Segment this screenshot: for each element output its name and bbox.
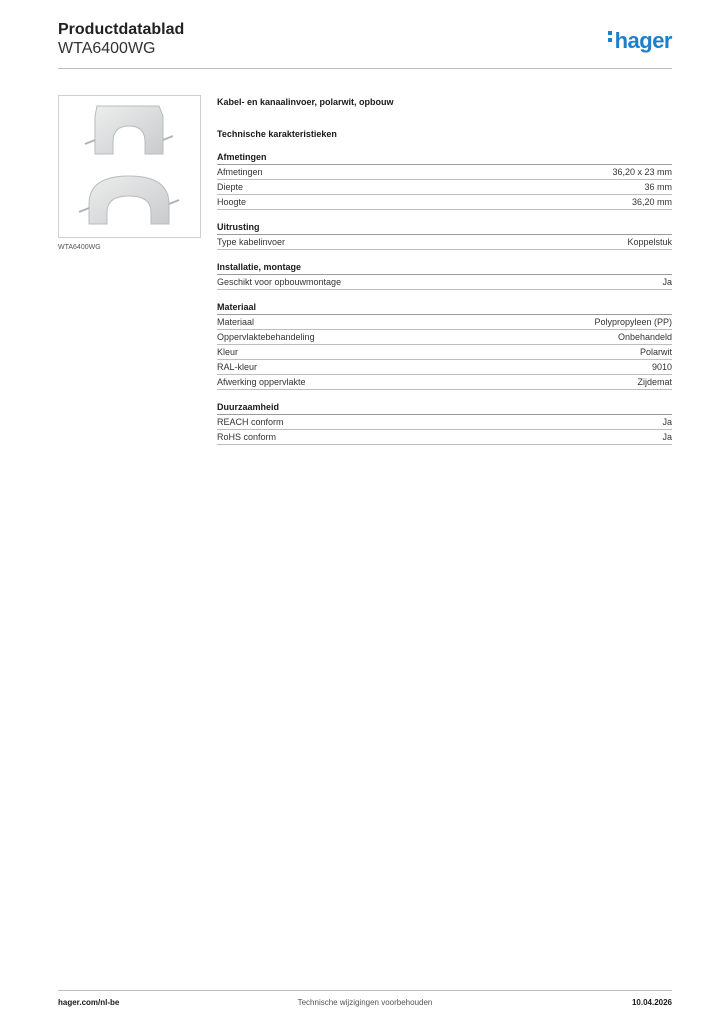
spec-value: Ja bbox=[662, 417, 672, 427]
spec-label: Diepte bbox=[217, 182, 244, 192]
product-title: Kabel- en kanaalinvoer, polarwit, opbouw bbox=[217, 97, 394, 107]
spec-value: Onbehandeld bbox=[617, 332, 672, 342]
spec-label: Materiaal bbox=[217, 317, 255, 327]
spec-label: REACH conform bbox=[217, 417, 284, 427]
spec-row bbox=[217, 345, 672, 360]
document-title: Productdatablad bbox=[58, 21, 185, 38]
footer-divider bbox=[58, 990, 672, 991]
spec-row bbox=[217, 375, 672, 390]
product-code: WTA6400WG bbox=[58, 40, 156, 57]
spec-value: Koppelstuk bbox=[627, 237, 672, 247]
spec-row bbox=[217, 330, 672, 345]
group-title: Afmetingen bbox=[217, 150, 672, 165]
spec-group-duurzaamheid bbox=[217, 400, 672, 445]
spec-label: Type kabelinvoer bbox=[217, 237, 286, 247]
spec-row bbox=[217, 415, 672, 430]
hager-logo bbox=[608, 28, 672, 54]
spec-label: Oppervlaktebehandeling bbox=[217, 332, 315, 342]
image-caption: WTA6400WG bbox=[58, 244, 101, 251]
spec-label: Kleur bbox=[217, 347, 239, 357]
spec-value: Polypropyleen (PP) bbox=[594, 317, 672, 327]
spec-row bbox=[217, 165, 672, 180]
spec-label: Afmetingen bbox=[217, 167, 263, 177]
logo-dots-icon bbox=[608, 31, 613, 45]
spec-label: Afwerking oppervlakte bbox=[217, 377, 306, 387]
spec-label: Geschikt voor opbouwmontage bbox=[217, 277, 342, 287]
spec-row bbox=[217, 360, 672, 375]
footer-notice: Technische wijzigingen voorbehouden bbox=[297, 998, 433, 1007]
spec-group-uitrusting bbox=[217, 220, 672, 250]
page-footer bbox=[58, 998, 672, 1010]
spec-label: RAL-kleur bbox=[217, 362, 258, 372]
spec-value: 36,20 mm bbox=[631, 197, 672, 207]
spec-row bbox=[217, 430, 672, 445]
footer-website-link[interactable]: hager.com/nl-be bbox=[58, 998, 120, 1007]
spec-label: RoHS conform bbox=[217, 432, 277, 442]
spec-value: 36 mm bbox=[644, 182, 672, 192]
spec-row bbox=[217, 180, 672, 195]
spec-row bbox=[217, 235, 672, 250]
header-divider bbox=[58, 68, 672, 69]
group-title: Uitrusting bbox=[217, 220, 672, 235]
spec-value: 36,20 x 23 mm bbox=[612, 167, 672, 177]
spec-row bbox=[217, 275, 672, 290]
spec-row bbox=[217, 315, 672, 330]
product-image bbox=[58, 95, 201, 238]
spec-value: Ja bbox=[662, 277, 672, 287]
footer-date: 10.04.2026 bbox=[631, 998, 672, 1007]
page-header bbox=[58, 20, 672, 68]
group-title: Duurzaamheid bbox=[217, 400, 672, 415]
spec-value: 9010 bbox=[651, 362, 672, 372]
logo-text: hager bbox=[614, 28, 672, 53]
spec-section bbox=[217, 96, 672, 445]
spec-group-afmetingen bbox=[217, 150, 672, 210]
spec-label: Hoogte bbox=[217, 197, 247, 207]
group-title: Installatie, montage bbox=[217, 260, 672, 275]
spec-value: Zijdemat bbox=[637, 377, 672, 387]
spec-value: Ja bbox=[662, 432, 672, 442]
spec-row bbox=[217, 195, 672, 210]
group-title: Materiaal bbox=[217, 300, 672, 315]
spec-group-installatie bbox=[217, 260, 672, 290]
spec-value: Polarwit bbox=[639, 347, 672, 357]
section-title: Technische karakteristieken bbox=[217, 129, 337, 139]
cable-inlet-product-icon bbox=[59, 96, 200, 237]
spec-group-materiaal bbox=[217, 300, 672, 390]
